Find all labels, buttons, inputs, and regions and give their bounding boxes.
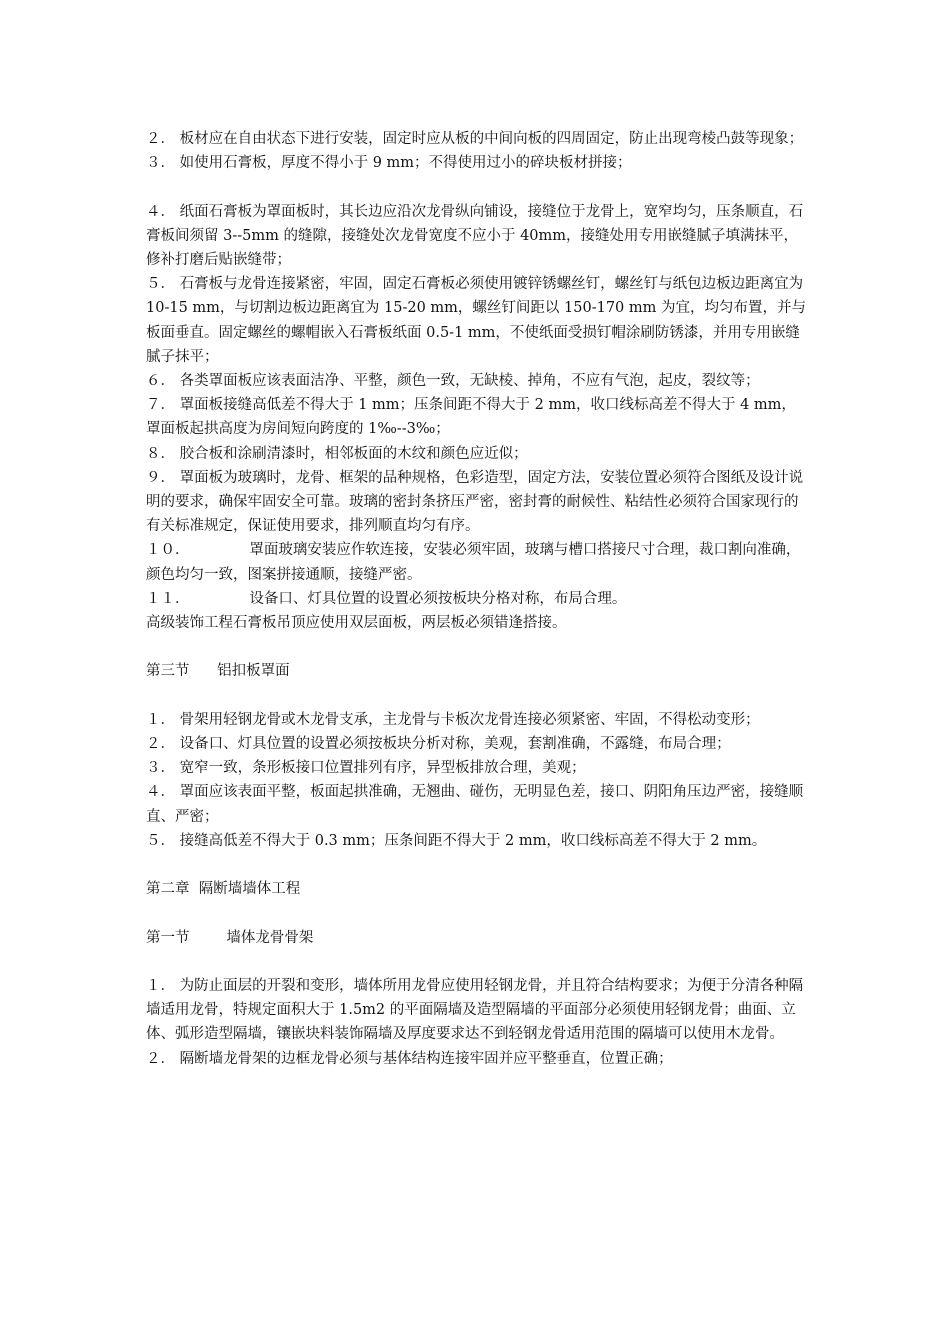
paragraph: １． 为防止面层的开裂和变形，墙体所用龙骨应使用轻钢龙骨，并且符合结构要求；为便于分清各种隔墙适用龙骨，特规定面积大于 1.5m2 的平面隔墙及造型隔墙的平面部分必须使用轻钢龙骨；曲面、立体、弧形造型隔墙，镶嵌块料装饰隔墙及厚度要求达不到轻钢龙骨适用范围的隔墙可以使用木龙骨。 — [146, 978, 804, 1043]
paragraph: ４． 纸面石膏板为罩面板时，其长边应沿次龙骨纵向铺设，接缝位于龙骨上，宽窄均匀，压条顺直，石膏板间须留 3--5mm 的缝隙，接缝处次龙骨宽度不应小于 40mm，接缝处用专用嵌缝腻子填满抹平，修补打磨后贴嵌缝带； — [146, 203, 804, 268]
paragraph: ９． 罩面板为玻璃时，龙骨、框架的品种规格，色彩造型，固定方法，安装位置必须符合图纸及设计说明的要求，确保牢固安全可靠。玻璃的密封条挤压严密，密封膏的耐候性、粘结性必须符合国家现行的有关标准规定，保证使用要求，排列顺直均匀有序。 — [146, 469, 804, 535]
paragraph: ４． 罩面应该表面平整，板面起拱准确，无翘曲、碰伤，无明显色差，接口、阴阳角压边严密，接缝顺直、严密； — [146, 784, 804, 825]
section-heading: 第一节 墙体龙骨骨架 — [146, 929, 314, 946]
paragraph: ３． 如使用石膏板，厚度不得小于 9 mm；不得使用过小的碎块板材拼接； — [146, 155, 632, 172]
paragraph: １． 骨架用轻钢龙骨或木龙骨支承，主龙骨与卡板次龙骨连接必须紧密、牢固，不得松动变形； — [146, 711, 760, 728]
section-heading: 第二章 隔断墙墙体工程 — [146, 881, 301, 898]
paragraph: １０． 罩面玻璃安装应作软连接，安装必须牢固，玻璃与槽口搭接尺寸合理，裁口割向准确，颜色均匀一致，图案拼接通顺，接缝严密。 — [146, 542, 801, 583]
blank-line — [146, 853, 810, 877]
paragraph: 高级装饰工程石膏板吊顶应使用双层面板，两层板必须错逢搭接。 — [146, 615, 567, 632]
paragraph: ３． 宽窄一致，条形板接口位置排列有序，异型板排放合理，美观； — [146, 760, 586, 777]
paragraph: ６． 各类罩面板应该表面洁净、平整，颜色一致，无缺棱、掉角，不应有气泡，起皮，裂纹等； — [146, 373, 760, 390]
paragraph: ５． 石膏板与龙骨连接紧密，牢固，固定石膏板必须使用镀锌锈螺丝钉，螺丝钉与纸包边板边距离宜为 10-15 mm，与切割边板边距离宜为 15-20 mm，螺丝钉间距以 150-170 mm 为宜，均匀布置，并与板面垂直。固定螺丝的螺帽嵌入石膏板纸面 0.5-1 mm，不使纸面受损钉帽涂刷防锈漆，并用专用嵌缝腻子抹平； — [146, 276, 808, 365]
paragraph: ２． 板材应在自由状态下进行安装，固定时应从板的中间向板的四周固定，防止出现弯棱凸鼓等现象； — [146, 131, 804, 147]
blank-line — [146, 950, 810, 974]
section-heading: 第三节 铝扣板罩面 — [146, 663, 290, 680]
document-page — [146, 127, 810, 1071]
blank-line — [146, 175, 810, 199]
blank-line — [146, 635, 810, 659]
blank-line — [146, 901, 810, 925]
paragraph: ７． 罩面板接缝高低差不得大于 1 mm；压条间距不得大于 2 mm，收口线标高差不得大于 4 mm，罩面板起拱高度为房间短向跨度的 1‰--3‰； — [146, 397, 796, 438]
paragraph: ８． 胶合板和涂刷清漆时，相邻板面的木纹和颜色应近似； — [146, 445, 528, 462]
paragraph: ２． 设备口、灯具位置的设置必须按板块分析对称，美观，套割准确，不露缝，布局合理； — [146, 736, 731, 753]
paragraph: １１． 设备口、灯具位置的设置必须按板块分格对称，布局合理。 — [146, 590, 627, 607]
blank-line — [146, 684, 810, 708]
paragraph: ５． 接缝高低差不得大于 0.3 mm；压条间距不得大于 2 mm，收口线标高差不得大于 2 mm。 — [146, 832, 767, 849]
paragraph: ２． 隔断墙龙骨架的边框龙骨必须与基体结构连接牢固并应平整垂直，位置正确； — [146, 1050, 673, 1067]
